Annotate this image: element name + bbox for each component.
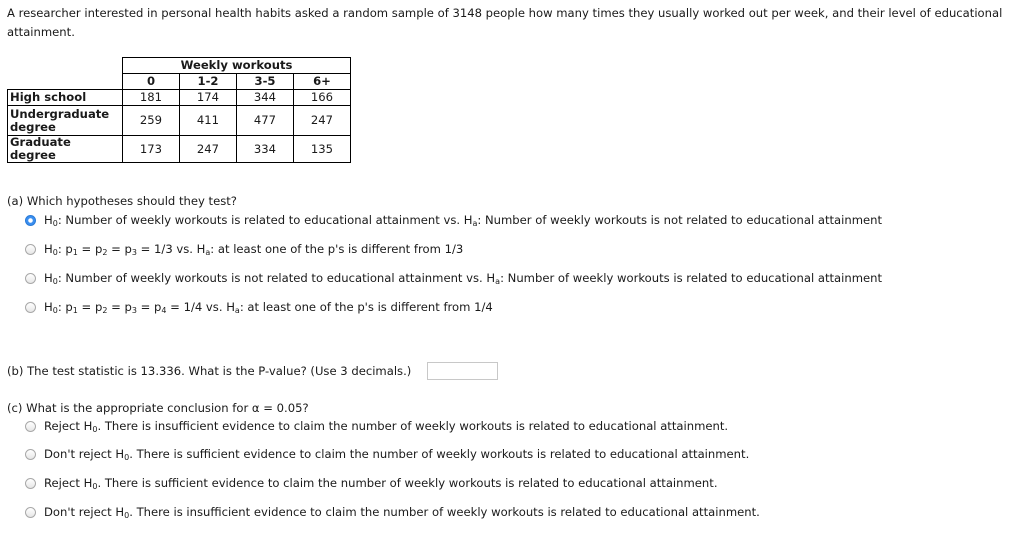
radio-icon[interactable] — [25, 302, 36, 313]
table-group-header: Weekly workouts — [123, 58, 351, 74]
option-label: $H_0$: Number of weekly workouts is related to educational attainment vs. $H_a$: Number of weekly workouts is not related to educational attainment — [44, 213, 883, 228]
radio-icon[interactable] — [25, 273, 36, 284]
table-cell: 173 — [123, 136, 180, 163]
radio-icon[interactable] — [25, 421, 36, 432]
option-label: Reject $H_0$. There is sufficient evidence to claim the number of weekly workouts is related to educational attainment. — [44, 476, 718, 491]
table-cell: 334 — [237, 136, 294, 163]
contingency-table — [7, 57, 351, 163]
option-a-3[interactable] — [25, 270, 882, 286]
column-header: 3-5 — [237, 74, 294, 90]
option-label: Reject $H_0$. There is insufficient evidence to claim the number of weekly workouts is related to educational attainment. — [44, 419, 729, 434]
radio-icon[interactable] — [25, 244, 36, 255]
radio-selected-icon[interactable] — [25, 215, 36, 226]
row-label: Undergraduate degree — [8, 106, 123, 136]
option-c-1[interactable] — [25, 418, 728, 434]
table-cell: 259 — [123, 106, 180, 136]
option-label: $H_0$: $p_1 = p_2 = p_3 = p_4 = 1/4$ vs. $H_a$: at least one of the p's is different from 1/4 — [44, 300, 493, 315]
option-c-4[interactable] — [25, 504, 760, 520]
column-header: 1-2 — [180, 74, 237, 90]
p-value-input[interactable] — [427, 362, 498, 380]
table-corner — [8, 74, 123, 90]
problem-statement: A researcher interested in personal health habits asked a random sample of 3148 people how many times they usually worked out per week, and their level of educational attainment. — [7, 6, 1003, 39]
radio-icon[interactable] — [25, 478, 36, 489]
table-cell: 247 — [180, 136, 237, 163]
option-label: $H_0$: Number of weekly workouts is not related to educational attainment vs. $H_a$: Number of weekly workouts is related to educational attainment — [44, 271, 883, 286]
option-a-4[interactable] — [25, 299, 493, 315]
table-cell: 344 — [237, 90, 294, 106]
option-c-2[interactable] — [25, 446, 749, 462]
table-row — [8, 90, 351, 106]
option-c-3[interactable] — [25, 475, 718, 491]
table-row — [8, 106, 351, 136]
column-header: 6+ — [294, 74, 351, 90]
row-label: High school — [8, 90, 123, 106]
option-a-2[interactable] — [25, 241, 463, 257]
radio-icon[interactable] — [25, 449, 36, 460]
table-cell: 247 — [294, 106, 351, 136]
table-cell: 166 — [294, 90, 351, 106]
question-a: (a) Which hypotheses should they test? — [7, 194, 237, 208]
table-cell: 181 — [123, 90, 180, 106]
table-cell: 174 — [180, 90, 237, 106]
table-row — [8, 136, 351, 163]
option-label: Don't reject $H_0$. There is insufficient evidence to claim the number of weekly workouts is related to educational attainment. — [44, 505, 760, 520]
table-corner — [8, 58, 123, 74]
option-label: Don't reject $H_0$. There is sufficient evidence to claim the number of weekly workouts is related to educational attainment. — [44, 447, 750, 462]
question-c: (c) What is the appropriate conclusion for α = 0.05? — [7, 401, 309, 415]
row-label: Graduate degree — [8, 136, 123, 163]
option-label: $H_0$: $p_1 = p_2 = p_3 = 1/3$ vs. $H_a$: at least one of the p's is different from 1/3 — [44, 242, 464, 257]
table-cell: 135 — [294, 136, 351, 163]
radio-icon[interactable] — [25, 507, 36, 518]
question-b: (b) The test statistic is 13.336. What is the P-value? (Use 3 decimals.) — [7, 364, 412, 378]
column-header: 0 — [123, 74, 180, 90]
table-cell: 477 — [237, 106, 294, 136]
option-a-1[interactable] — [25, 212, 882, 228]
table-cell: 411 — [180, 106, 237, 136]
